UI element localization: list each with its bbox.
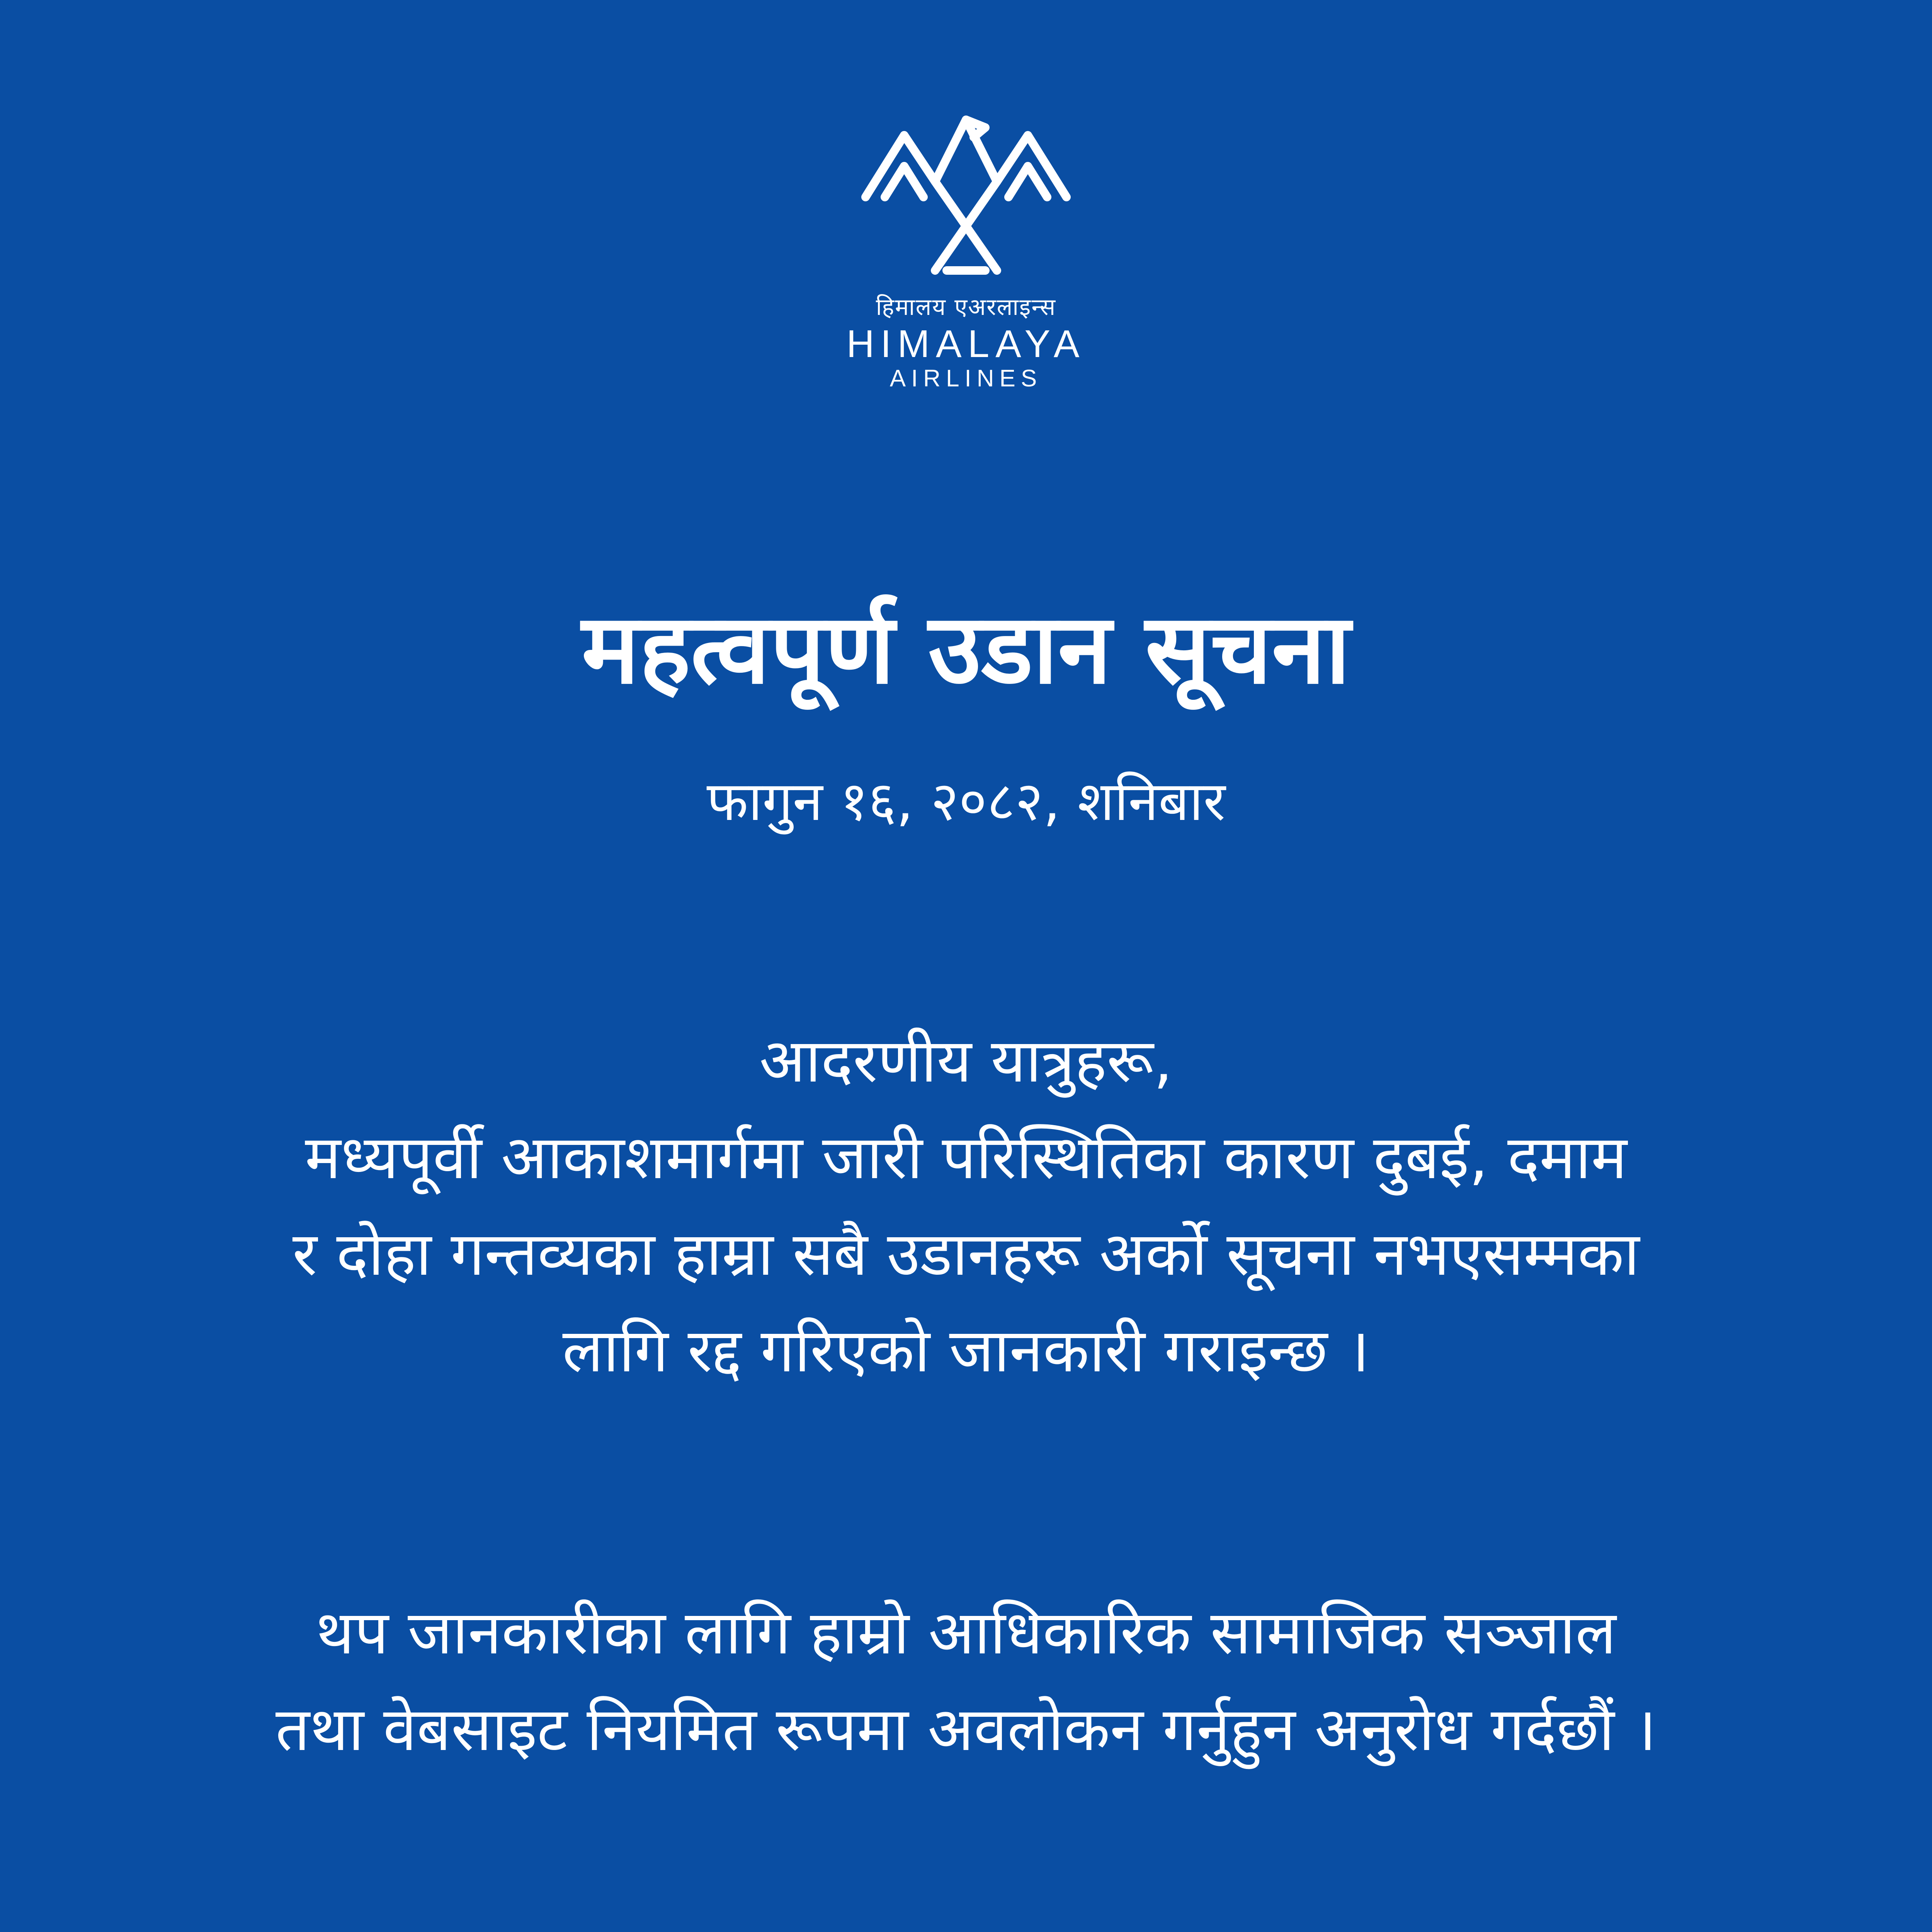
himalaya-logo-icon	[858, 108, 1074, 286]
notice-paragraph-1	[116, 1012, 1816, 1399]
notice-paragraph-3	[116, 1928, 1816, 1932]
notice-paragraph-2	[116, 1584, 1816, 1777]
notice-date: फागुन १६, २०८२, शनिबार	[706, 770, 1226, 833]
paragraph-line: मध्यपूर्वी आकाशमार्गमा जारी परिस्थितिका कारण दुबई, दमाम	[305, 1122, 1627, 1192]
paragraph-line: आदरणीय यात्रुहरू,	[759, 1026, 1173, 1096]
notice-title: महत्वपूर्ण उडान सूचना	[582, 593, 1350, 705]
brand-name: HIMALAYA	[846, 322, 1086, 366]
paragraph-line: लागि रद्द गरिएको जानकारी गराइन्छ ।	[562, 1315, 1370, 1386]
paragraph-line: तथा वेबसाइट नियमित रूपमा अवलोकन गर्नुहुन अनुरोध गर्दछौं ।	[276, 1694, 1656, 1764]
paragraph-line	[116, 1928, 1816, 1932]
brand-subtitle: AIRLINES	[889, 365, 1043, 392]
paragraph-line: थप जानकारीका लागि हाम्रो आधिकारिक सामाजिक सञ्जाल	[316, 1597, 1616, 1668]
paragraph-line: र दोहा गन्तव्यका हाम्रा सबै उडानहरू अर्को सूचना नभएसम्मका	[292, 1219, 1640, 1289]
brand-nepali-name: हिमालय एअरलाइन्स	[876, 294, 1056, 321]
